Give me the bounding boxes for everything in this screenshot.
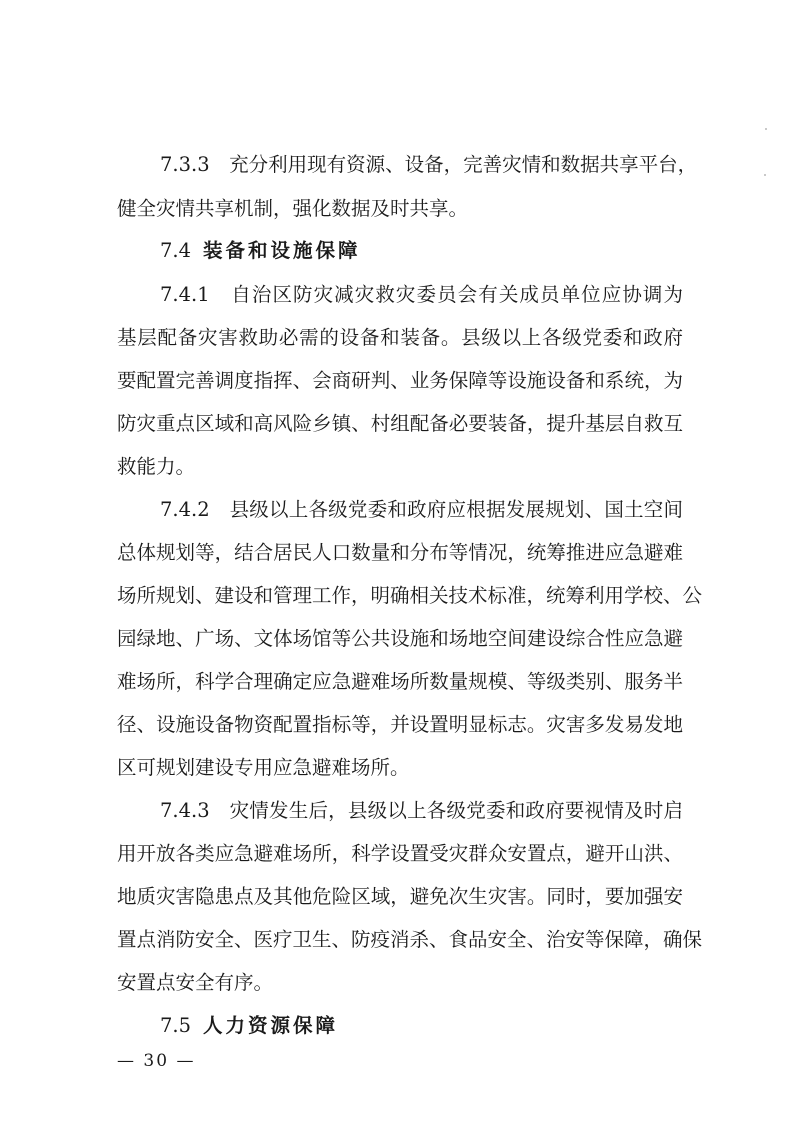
- paragraph-line: 防灾重点区域和高风险乡镇、村组配备必要装备，提升基层自救互: [117, 412, 683, 435]
- paragraph-line: 基层配备灾害救助必需的设备和装备。县级以上各级党委和政府: [117, 326, 683, 349]
- paragraph-line: 场所规划、建设和管理工作，明确相关技术标准，统筹利用学校、公: [117, 584, 703, 607]
- paragraph-line: 地质灾害隐患点及其他危险区域，避免次生灾害。同时，要加强安: [117, 885, 683, 908]
- paragraph-line: 置点消防安全、医疗卫生、防疫消杀、食品安全、治安等保障，确保: [117, 928, 703, 951]
- page-number: — 30 —: [117, 1051, 196, 1071]
- paragraph-line: 园绿地、广场、文体场馆等公共设施和场地空间建设综合性应急避: [117, 627, 683, 650]
- section-number: 7.4: [160, 239, 192, 262]
- section-number: 7.5: [160, 1014, 192, 1037]
- paragraph-line: 7.4.2 县级以上各级党委和政府应根据发展规划、国土空间: [160, 498, 683, 521]
- section-heading: [160, 239, 361, 263]
- paragraph-line: 7.4.3 灾情发生后，县级以上各级党委和政府要视情及时启: [160, 799, 683, 822]
- paragraph-line: 救能力。: [117, 455, 196, 478]
- paragraph-line: 7.4.1 自治区防灾减灾救灾委员会有关成员单位应协调为: [160, 283, 683, 306]
- scan-speck: [765, 128, 767, 130]
- paragraph-line: 安置点安全有序。: [117, 971, 274, 994]
- paragraph-line: 健全灾情共享机制，强化数据及时共享。: [117, 197, 469, 220]
- paragraph-line: 要配置完善调度指挥、会商研判、业务保障等设施设备和系统，为: [117, 369, 683, 392]
- paragraph-line: 7.3.3 充分利用现有资源、设备，完善灾情和数据共享平台，: [160, 153, 698, 176]
- paragraph-line: 难场所，科学合理确定应急避难场所数量规模、等级类别、服务半: [117, 670, 683, 693]
- paragraph-line: 用开放各类应急避难场所，科学设置受灾群众安置点，避开山洪、: [117, 842, 683, 865]
- section-heading: [160, 1014, 338, 1038]
- paragraph-line: 区可规划建设专用应急避难场所。: [117, 756, 410, 779]
- section-title: 人力资源保障: [203, 1014, 339, 1037]
- paragraph-line: 径、设施设备物资配置指标等，并设置明显标志。灾害多发易发地: [117, 713, 683, 736]
- section-title: 装备和设施保障: [203, 239, 361, 262]
- scan-speck: [764, 174, 766, 176]
- paragraph-line: 总体规划等，结合居民人口数量和分布等情况，统筹推进应急避难: [117, 541, 683, 564]
